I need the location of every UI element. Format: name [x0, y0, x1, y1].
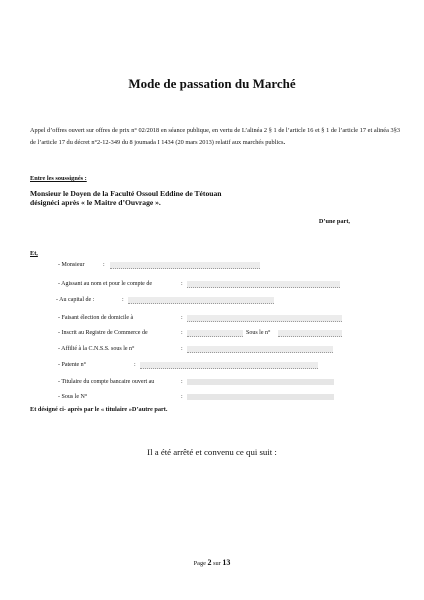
field-registre-colon: : — [181, 330, 183, 336]
footer-total-pages: 13 — [222, 558, 231, 567]
field-compte-label: - Titulaire du compte bancaire ouvert au — [58, 379, 155, 385]
party-one — [30, 189, 221, 207]
footer-of-word: sur — [213, 560, 221, 567]
designation-line: Et désigné ci- après par le « titulaire »D’autre part. — [30, 406, 168, 413]
footer-page-number: 2 — [207, 558, 212, 567]
field-domicile-colon: : — [181, 315, 183, 321]
field-cnss-colon: : — [181, 346, 183, 352]
field-registre-label: - Inscrit au Registre de Commerce de — [58, 330, 148, 336]
field-registre-input[interactable] — [187, 330, 243, 337]
field-monsieur-colon: : — [103, 262, 105, 268]
field-monsieur-input[interactable] — [110, 262, 260, 269]
field-sous-label: - Sous le N° — [58, 394, 88, 400]
field-agissant-label: - Agissant au nom et pour le compte de — [58, 281, 152, 287]
field-cnss-input[interactable] — [187, 346, 333, 353]
intro-text: Appel d’offres ouvert sur offres de prix n° 02/2018 en séance publique, en vertu de L’alinéa 2 § 1 de l’article 16 et § 1 de l’article 17 et alinéa 3§3 de l’article 17 du décret n°2-12-349 du 8 joumada I 1434 (20 mars 2013) relatif aux marchés publics — [30, 127, 400, 146]
field-capital-input[interactable] — [128, 297, 274, 304]
field-domicile-label: - Faisant élection de domicile à — [58, 315, 134, 321]
field-compte-input[interactable] — [187, 379, 334, 385]
footer-page-word: Page — [193, 560, 206, 567]
field-domicile-input[interactable] — [187, 315, 342, 322]
field-sous-colon: : — [181, 394, 183, 400]
field-capital-colon: : — [122, 297, 124, 303]
field-sous-input[interactable] — [187, 394, 334, 400]
field-compte-colon: : — [181, 379, 183, 385]
field-registre-sous-label: Sous le n° — [246, 330, 271, 336]
party-one-line-2: désignéci après « le Maitre d’Ouvrage ». — [30, 198, 161, 207]
page-footer — [0, 558, 424, 567]
field-patente-colon: : — [134, 362, 136, 368]
field-patente-label: - Patente n° — [58, 362, 87, 368]
et-label: Et, — [30, 250, 38, 257]
field-agissant-colon: : — [181, 281, 183, 287]
field-capital-label: - Au capital de : — [56, 297, 95, 303]
intro-paragraph — [30, 125, 400, 149]
field-monsieur-label: - Monsieur — [58, 262, 85, 268]
field-patente-input[interactable] — [140, 362, 318, 369]
intro-end: . — [283, 139, 286, 146]
field-agissant-input[interactable] — [187, 281, 340, 288]
party-one-line-1: Monsieur le Doyen de la Faculté Ossoul Eddine de Tétouan — [30, 189, 222, 198]
field-registre-number-input[interactable] — [278, 330, 342, 337]
field-cnss-label: - Affilié à la C.N.S.S. sous le n° — [58, 346, 135, 352]
agreement-statement: Il a été arrêté et convenu ce qui suit : — [147, 447, 277, 457]
page-title: Mode de passation du Marché — [128, 76, 296, 91]
subscribers-heading: Entre les soussignés : — [30, 175, 87, 182]
dune-part-label: D’une part, — [318, 218, 350, 225]
